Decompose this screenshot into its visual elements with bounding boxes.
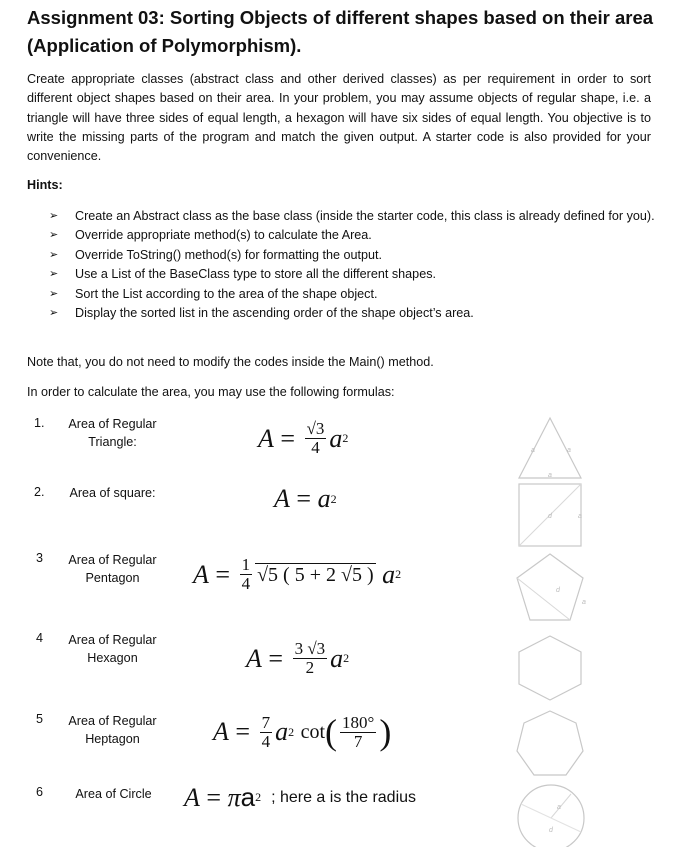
svg-text:a: a [582, 599, 586, 606]
formula-number: 2. [34, 485, 45, 499]
hints-label: Hints: [27, 178, 63, 192]
arrow-bullet-icon: ➢ [49, 210, 59, 222]
heptagon-icon [513, 707, 587, 779]
arrow-bullet-icon: ➢ [49, 268, 59, 281]
hexagon-formula: A = $\frac{3 √3}{2}$ a 2 [246, 639, 350, 677]
formula-number: 1. [34, 416, 45, 430]
intro-paragraph: Create appropriate classes (abstract class and other derived classes) as per requirement in order to sort different object shapes based on their area. In your problem, you may assume objects of regular shape, i.e. a triangle will have three sides of equal length, a hexagon will have six sides of equal length. You objective is to write the missing parts of the program and match the given output. A starter code is also provided for your convenience. [27, 72, 651, 164]
svg-text:d: d [549, 827, 553, 834]
svg-text:a: a [548, 472, 552, 479]
note-main: Note that, you do not need to modify the codes inside the Main() method. [27, 355, 434, 369]
svg-text:d: d [548, 513, 552, 520]
formula-label: Area of Regular Triangle: [68, 417, 157, 449]
formula-number: 5 [36, 712, 44, 726]
svg-text:d: d [556, 587, 560, 594]
formula-label: Area of Circle [75, 787, 152, 801]
hint-item: ➢ Use a List of the BaseClass type to store all the different shapes. [49, 265, 659, 284]
pentagon-formula: A = $\frac{1}{4}$ √5 ( 5 + 2 √5 ) a 2 [193, 555, 402, 593]
hint-item: ➢ Display the sorted list in the ascending order of the shape object’s area. [49, 304, 659, 323]
svg-text:a: a [557, 804, 561, 811]
arrow-bullet-icon: ➢ [49, 287, 59, 300]
formula-number: 4 [36, 631, 44, 645]
pentagon-icon [513, 550, 587, 626]
heptagon-formula: A = $\frac{7}{4}$ a 2 cot ( $\frac{180^\circ}{7}$ ) [213, 712, 392, 752]
arrow-bullet-icon: ➢ [49, 307, 59, 320]
formula-label: Area of Regular Pentagon [68, 553, 157, 585]
square-formula: A = a 2 [274, 484, 337, 513]
arrow-bullet-icon: ➢ [49, 248, 59, 261]
formula-number: 6 [36, 785, 44, 799]
hint-item: ➢ Sort the List according to the area of the shape object. [49, 285, 659, 304]
square-icon [515, 480, 585, 550]
circle-icon [513, 782, 589, 847]
hint-item: ➢ Create an Abstract class as the base class (inside the starter code, this class is already defined for you). [49, 207, 659, 226]
hexagon-icon [513, 632, 587, 702]
formula-label: Area of square: [69, 486, 156, 500]
formula-label: Area of Regular Hexagon [68, 633, 157, 665]
formula-number: 3 [36, 551, 44, 565]
triangle-icon [515, 414, 585, 482]
hint-item: ➢ Override appropriate method(s) to calculate the Area. [49, 226, 659, 245]
hint-item: ➢ Override ToString() method(s) for formatting the output. [49, 246, 659, 265]
arrow-bullet-icon: ➢ [49, 229, 59, 242]
svg-text:a: a [578, 513, 582, 520]
svg-text:a: a [531, 447, 535, 454]
assignment-title: Assignment 03: Sorting Objects of different shapes based on their area (Application of Polymorphism). [27, 7, 654, 56]
circle-formula: A = π a 2 ; here a is the radius [184, 782, 417, 812]
note-formulas: In order to calculate the area, you may use the following formulas: [27, 385, 395, 399]
triangle-formula: A = $\frac{√3}{4}$ a 2 [258, 419, 349, 457]
svg-text:a: a [567, 447, 571, 454]
formula-label: Area of Regular Heptagon [68, 714, 157, 746]
